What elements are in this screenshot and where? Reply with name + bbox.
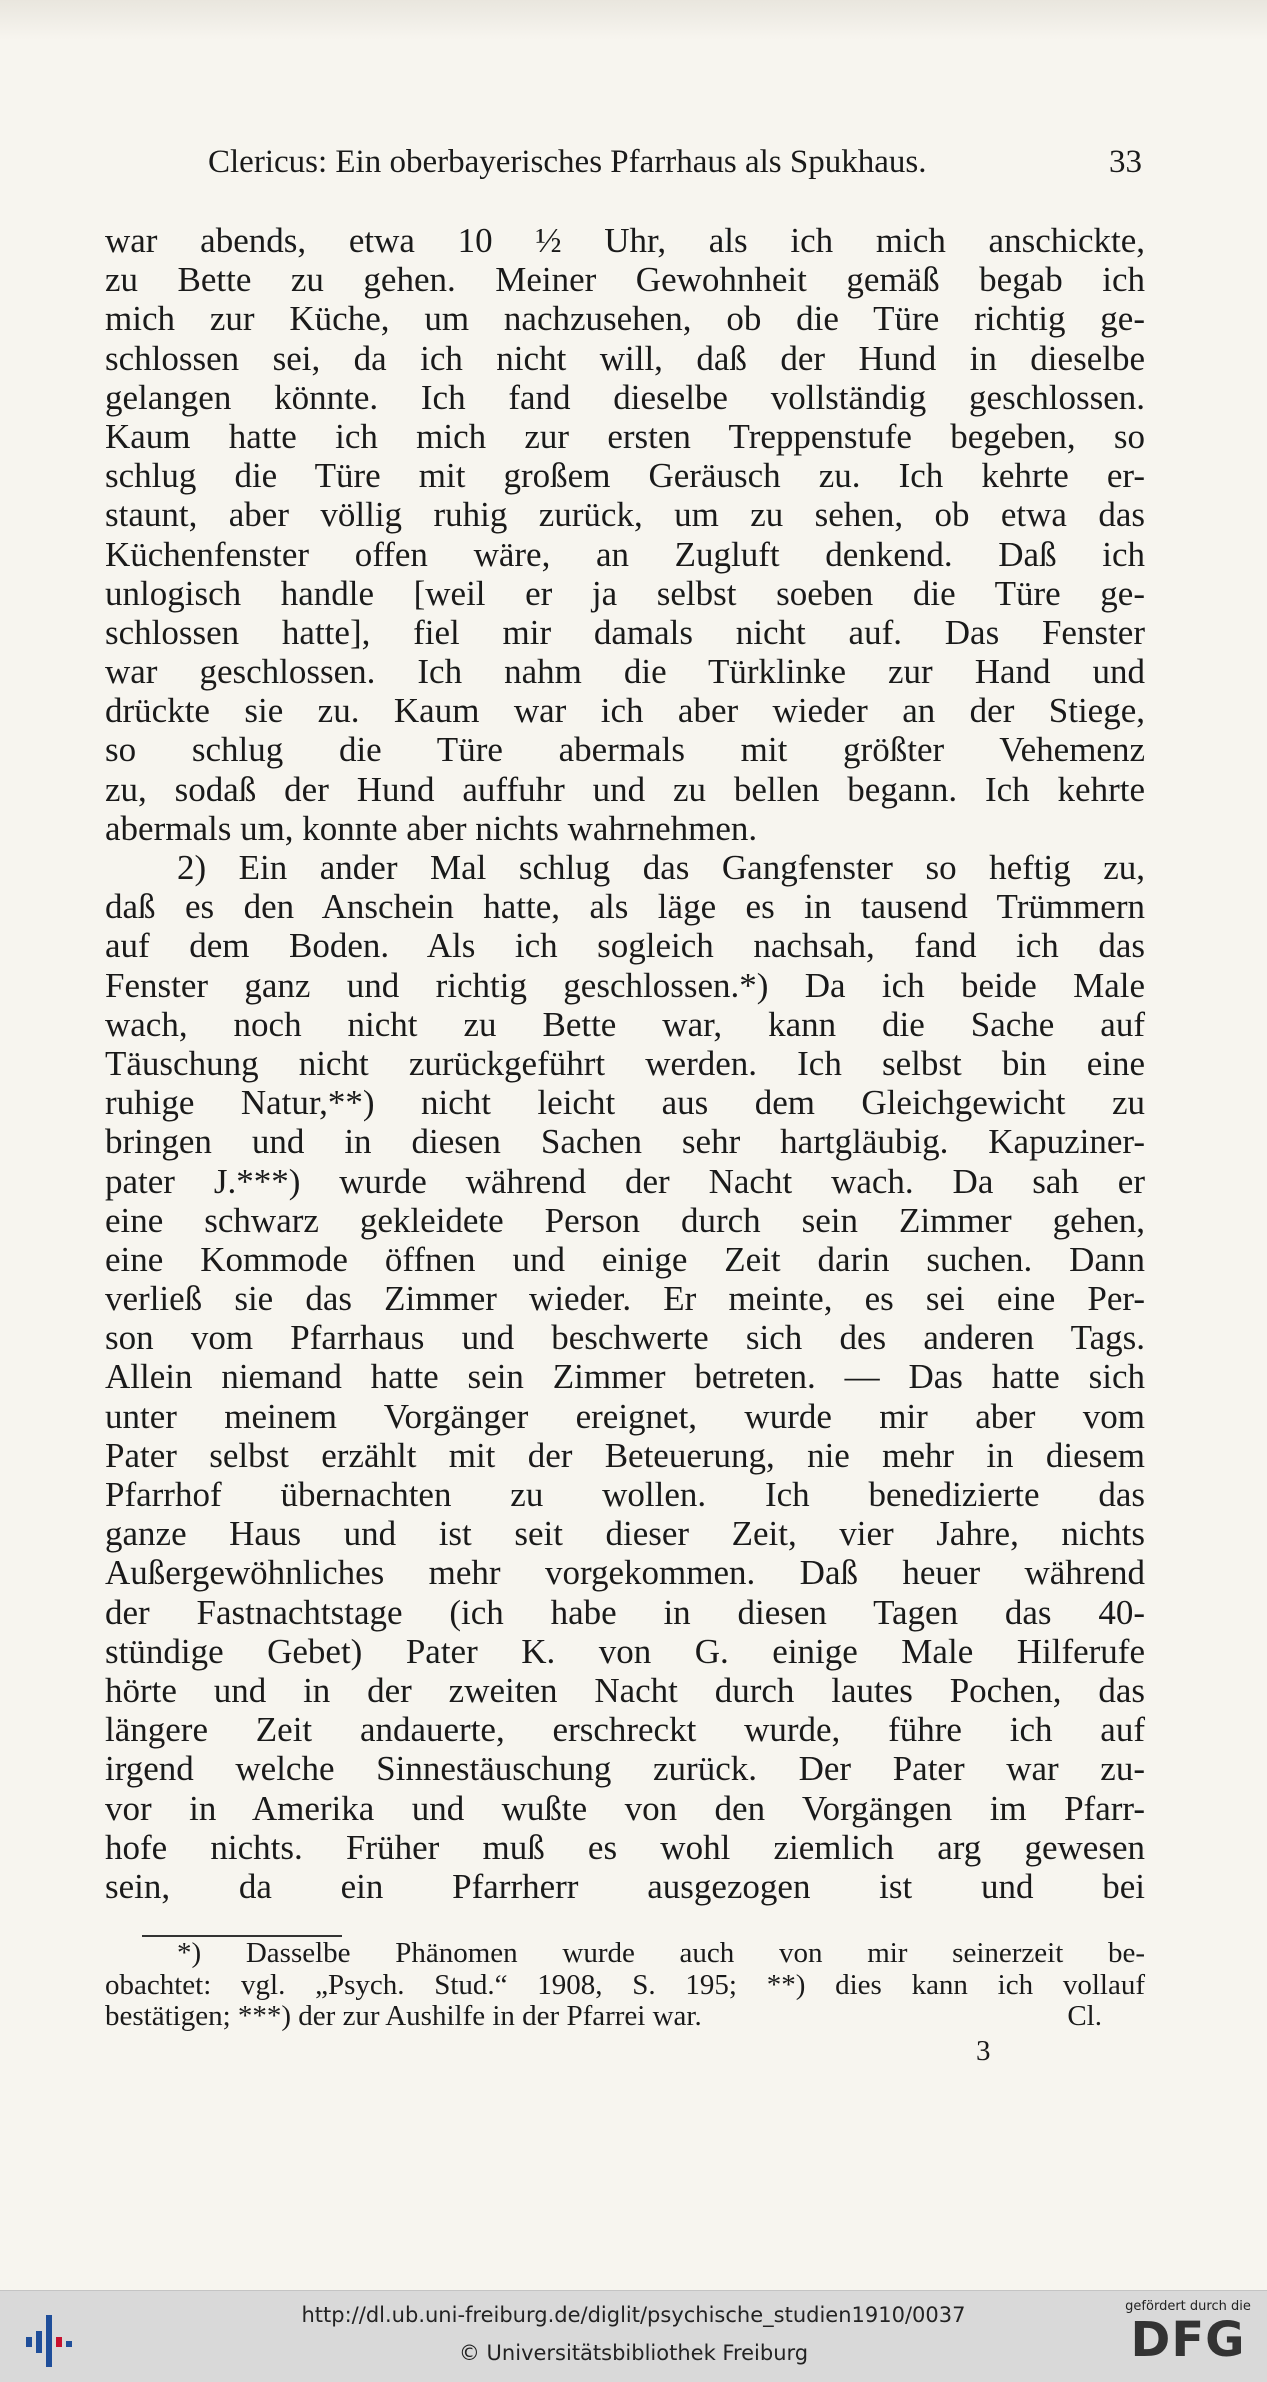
text-line: stündige Gebet) Pater K. von G. einige Male Hilferufe [105,1631,1145,1671]
text-line: schlossen sei, da ich nicht will, daß der Hund in dieselbe [105,338,1145,378]
text-line: der Fastnachtstage (ich habe in diesen Tagen das 40- [105,1592,1145,1632]
text-line: auf dem Boden. Als ich sogleich nachsah, fand ich das [105,926,1145,966]
text-line: 2) Ein ander Mal schlug das Gangfenster so heftig zu, [177,848,1145,887]
text-line: irgend welche Sinnestäuschung zurück. Der Pater war zu- [105,1749,1145,1789]
text-line: Fenster ganz und richtig geschlossen.*) Da ich beide Male [105,965,1145,1005]
text-line: eine Kommode öffnen und einige Zeit darin suchen. Dann [105,1239,1145,1279]
text-line: Küchenfenster offen wäre, an Zugluft denkend. Daß ich [105,534,1145,574]
text-line: Täuschung nicht zurückgeführt werden. Ich selbst bin eine [105,1043,1145,1083]
text-line: son vom Pfarrhaus und beschwerte sich des anderen Tags. [105,1318,1145,1358]
dfg-caption: gefördert durch die [1125,2299,1251,2314]
running-head-title: Clericus: Ein oberbayerisches Pfarrhaus als Spukhaus. [208,144,927,180]
footnote-line: obachtet: vgl. „Psych. Stud.“ 1908, S. 195; **) dies kann ich vollauf [105,1968,1145,2001]
text-line: schlossen hatte], fiel mir damals nicht auf. Das Fenster [105,612,1145,652]
text-line: hofe nichts. Früher muß es wohl ziemlich arg gewesen [105,1827,1145,1867]
text-line: eine schwarz gekleidete Person durch sein Zimmer gehen, [105,1200,1145,1240]
text-line: Kaum hatte ich mich zur ersten Treppenstufe begeben, so [105,416,1145,456]
text-line: ruhige Natur,**) nicht leicht aus dem Gleichgewicht zu [105,1083,1145,1123]
text-line: schlug die Türe mit großem Geräusch zu. Ich kehrte er- [105,456,1145,496]
text-line: pater J.***) wurde während der Nacht wach. Da sah er [105,1161,1145,1201]
footnote-line-text: bestätigen; ***) der zur Aushilfe in der Pfarrei war. [105,2000,702,2032]
running-head [208,142,1142,182]
viewer-footer [0,2290,1267,2382]
body-text [105,221,1145,1906]
text-line: drückte sie zu. Kaum war ich aber wieder an der Stiege, [105,691,1145,731]
dfg-wordmark: DFG [1130,2312,1246,2368]
text-line: längere Zeit andauerte, erschreckt wurde, führe ich auf [105,1710,1145,1750]
footer-copyright: © Universitätsbibliothek Freiburg [458,2341,809,2365]
text-line: mich zur Küche, um nachzusehen, ob die Türe richtig ge- [105,299,1145,339]
text-line: zu Bette zu gehen. Meiner Gewohnheit gemäß begab ich [105,260,1145,300]
text-line: so schlug die Türe abermals mit größter Vehemenz [105,730,1145,770]
text-line: Allein niemand hatte sein Zimmer betreten. — Das hatte sich [105,1357,1145,1397]
text-line: wach, noch nicht zu Bette war, kann die Sache auf [105,1004,1145,1044]
text-line: ganze Haus und ist seit dieser Zeit, vier Jahre, nichts [105,1514,1145,1554]
footnotes [105,1938,1145,2033]
text-line: abermals um, konnte aber nichts wahrnehmen. [105,808,758,848]
text-line: bringen und in diesen Sachen sehr hartgläubig. Kapuziner- [105,1122,1145,1162]
text-line: staunt, aber völlig ruhig zurück, um zu sehen, ob etwa das [105,495,1145,535]
text-line: Pater selbst erzählt mit der Beteuerung, nie mehr in diesem [105,1435,1145,1475]
signature-mark: 3 [976,2035,991,2067]
text-line: Pfarrhof übernachten zu wollen. Ich benedizierte das [105,1475,1145,1514]
text-line: daß es den Anschein hatte, als läge es in tausend Trümmern [105,887,1145,927]
scan-top-edge [0,0,1267,40]
text-line: hörte und in der zweiten Nacht durch lautes Pochen, das [105,1670,1145,1710]
text-line: unter meinem Vorgänger ereignet, wurde mir aber vom [105,1396,1145,1436]
footnote-line: *) Dasselbe Phänomen wurde auch von mir seinerzeit be- [177,1937,1145,1969]
dfg-logo [1123,2299,1253,2366]
text-line: Außergewöhnliches mehr vorgekommen. Daß heuer während [105,1553,1145,1593]
text-line: war abends, etwa 10 ½ Uhr, als ich mich anschickte, [105,221,1145,260]
footnote-signature: Cl. [1067,2000,1102,2032]
text-line: vor in Amerika und wußte von den Vorgängen im Pfarr- [105,1788,1145,1828]
footnote-line [105,2001,1145,2033]
text-line: verließ sie das Zimmer wieder. Er meinte, es sei eine Per- [105,1279,1145,1319]
page-number: 33 [1109,144,1142,180]
text-line: gelangen könnte. Ich fand dieselbe vollständig geschlossen. [105,377,1145,417]
footer-url[interactable]: http://dl.ub.uni-freiburg.de/diglit/psychische_studien1910/0037 [301,2303,966,2327]
text-line: sein, da ein Pfarrherr ausgezogen ist und bei [105,1866,1145,1906]
text-line: unlogisch handle [weil er ja selbst soeben die Türe ge- [105,573,1145,613]
text-line: zu, sodaß der Hund auffuhr und zu bellen begann. Ich kehrte [105,769,1145,809]
text-line: war geschlossen. Ich nahm die Türklinke zur Hand und [105,652,1145,692]
